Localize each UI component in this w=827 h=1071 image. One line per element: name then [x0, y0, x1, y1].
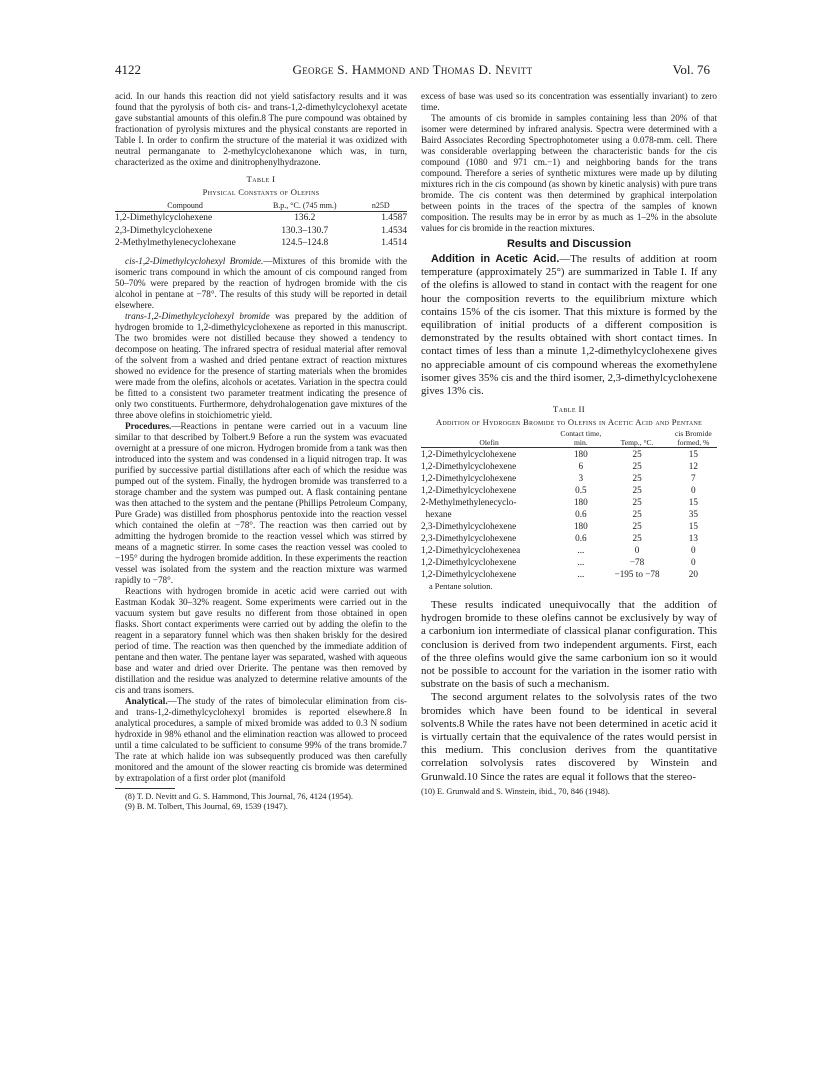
table-row — [421, 448, 717, 461]
table2-label: Table II — [552, 404, 586, 415]
table-cell: 2,3-Dimethylcyclohexene — [421, 533, 517, 544]
page-number: 4122 — [115, 62, 141, 77]
table-cell: 25 — [632, 497, 642, 508]
table-cell: 2-Methylmethylenecyclohexane — [115, 238, 236, 248]
table-cell: 25 — [632, 533, 642, 544]
table-cell: 15 — [688, 521, 698, 532]
table-row — [421, 520, 717, 532]
footnote-10: (10) E. Grunwald and S. Winstein, ibid., 70, 846 (1948). — [421, 786, 610, 796]
table-cell: 124.5–124.8 — [281, 238, 329, 248]
table2-title: Addition of Hydrogen Bromide to Olefins in Acetic Acid and Pentane — [435, 417, 703, 428]
table-cell: 0.5 — [575, 485, 587, 496]
table1-title: Physical Constants of Olefins — [202, 187, 320, 197]
addition-paragraph — [421, 253, 717, 398]
conclusion-paragraph-2: The second argument relates to the solvolysis rates of the two bromides which have been found to be identical in several solvents.8 While the rates have not been determined in acetic acid it is virtually certain that the equivalence of the rates would persist in this medium. This conclusion derives from the quantitative correlation solvolysis rates discovered by Winstein and Grunwald.10 Since the rates are equal it follows that the stereo- — [421, 691, 717, 783]
table-cell: 0 — [634, 545, 640, 556]
table-row — [421, 460, 717, 472]
cis-bromide-heading: cis-1,2-Dimethylcyclohexyl Bromide. — [125, 255, 264, 266]
table-row — [421, 484, 717, 496]
table-cell: 6 — [578, 461, 584, 472]
table2-header-olefin: Olefin — [421, 430, 557, 448]
table2 — [421, 430, 717, 580]
table2-header-cis: cis Bromide formed, % — [670, 430, 717, 448]
table1 — [115, 200, 407, 250]
footnote-9: (9) B. M. Tolbert, This Journal, 69, 1539 (1947). — [125, 802, 288, 811]
table-cell: 13 — [688, 533, 698, 544]
section-title: Results and Discussion — [506, 238, 632, 250]
table-cell: 2,3-Dimethylcyclohexene — [421, 521, 517, 532]
infrared-paragraph: The amounts of cis bromide in samples containing less than 20% of that isomer were determined by infrared analysis. Spectra were determined with a Baird Associates Recording Spectrophotometer using a 0.078-mm. cell. There was considerable overlapping between the characteristic bands for the cis compound (1080 and 971 cm.−1) and neighboring bands for the trans compound. Therefore a series of synthetic mixtures were made up by diluting mixtures rich in the cis compound (as shown by kinetic analysis) with pure trans bromide. The cis content was then determined by graphical interpolation between points in the traces of the spectra of the samples of known composition. The results may be in error by as much as 1–2% in the absolute values for cis bromide in the reaction mixtures. — [421, 113, 717, 233]
table-cell: −78 — [629, 557, 645, 568]
table-cell: 25 — [632, 485, 642, 496]
running-head: George S. Hammond and Thomas D. Nevitt — [292, 62, 533, 77]
table-cell: hexane — [421, 509, 452, 520]
table-row — [115, 212, 407, 225]
continuation-paragraph: excess of base was used so its concentration was essentially invariant) to zero time. — [421, 91, 717, 112]
table-cell: 1,2-Dimethylcyclohexene — [421, 461, 517, 472]
footnote-divider — [115, 788, 175, 789]
table-cell: 180 — [573, 521, 588, 532]
table-row — [115, 225, 407, 238]
conclusion-paragraph-1: These results indicated unequivocally that the addition of hydrogen bromide to these olefins cannot be exclusively by way of a carbonium ion intermediate of classical planar configuration. This conclusion is derived from two independent arguments. First, each of the three olefins would give the same carbonium ion so it would not be possible to account for the variation in the isomer ratio with substrate on the basis of such a mechanism. — [421, 598, 717, 691]
analytical-heading: Analytical. — [125, 695, 168, 706]
table2-header-time: Contact time, min. — [557, 430, 604, 448]
table-cell: 1,2-Dimethylcyclohexene — [421, 557, 517, 568]
table-cell: 25 — [632, 521, 642, 532]
table-cell: 20 — [688, 569, 698, 580]
table-cell: 130.3–130.7 — [281, 225, 329, 236]
table-row — [421, 556, 717, 568]
procedures-heading: Procedures. — [125, 420, 172, 431]
table-row — [115, 237, 407, 250]
cis-bromide-paragraph — [115, 256, 407, 311]
table-cell: 25 — [632, 461, 642, 472]
trans-bromide-heading: trans-1,2-Dimethylcyclohexyl bromide — [125, 310, 270, 321]
table-row — [421, 508, 717, 520]
table2-header-row — [421, 430, 717, 448]
left-column — [115, 91, 407, 813]
table-cell: 15 — [688, 497, 698, 508]
table1-label: Table I — [246, 174, 276, 184]
procedures-text: —Reactions in pentane were carried out in a vacuum line similar to that described by Tolbert.9 Before a run the system was evacuated overnight at a pressure of one micron. Hydrogen bromide from a tank was then introduced into the system and was condensed in a liquid nitrogen trap. It was purified by successive partial distillations after each of which the residue was pumped out of the system. Finally, the hydrogen bromide was transferred to a storage chamber and the system was pumped out. A flask containing pentane was then attached to the system and the pentane (Phillips Petroleum Company, Pure Grade) was distilled from phosphorus pentoxide into the reaction vessel which contained the olefin at −78°. The reaction was then carried out by admitting the hydrogen bromide to the reaction vessel which was stirred by means of a magnetic stirrer. In some cases the reaction vessel was cooled to −195° during the hydrogen bromide addition. In these experiments the reaction vessel was isolated from the system and the reaction mixture was warmed rapidly to −78°. — [115, 420, 407, 585]
table-cell: 2,3-Dimethylcyclohexene — [115, 225, 213, 236]
analytical-paragraph — [115, 696, 407, 784]
table2-header-temp: Temp., °C. — [605, 430, 670, 448]
procedures-paragraph — [115, 421, 407, 586]
table1-header-bp: B.p., °C. (745 mm.) — [255, 200, 354, 212]
table-cell: 1,2-Dimethylcyclohexene — [421, 485, 517, 496]
table-cell: 0.6 — [575, 509, 587, 520]
table-cell: 0 — [691, 545, 696, 556]
table-row — [421, 532, 717, 544]
table-cell: 15 — [688, 449, 698, 460]
table-cell: ... — [577, 569, 585, 580]
table2-footnote: a Pentane solution. — [429, 582, 493, 592]
volume-label: Vol. 76 — [672, 62, 710, 77]
table-cell: 25 — [632, 509, 642, 520]
addition-heading: Addition in Acetic Acid. — [431, 253, 560, 265]
trans-bromide-paragraph — [115, 311, 407, 421]
table-cell: 2-Methylmethylenecyclo- — [421, 497, 517, 508]
table-row — [421, 568, 717, 580]
table-cell: ... — [577, 557, 585, 568]
table-cell: 136.2 — [294, 213, 316, 223]
table-cell: 180 — [573, 497, 588, 508]
table-cell: 25 — [632, 473, 642, 484]
trans-bromide-text: was prepared by the addition of hydrogen bromide to 1,2-dimethylcyclohexene as reported in this manuscript. The two bromides were not distilled because they showed a tendency to decompose on heating. The infrared spectra of residual material after removal of the solvent from a washed and dried pentane extract of reaction mixtures showed no evidence for the presence of starting materials when the bromides were made from the olefins, alcohols or acetates. Variation in the spectra could be fitted to a consistent two parameter treatment indicating the presence of only two constituents. Furthermore, dehydrohalogenation gave mixtures of the three above olefins in stoichiometric yield. — [115, 310, 407, 420]
table-cell: 12 — [688, 461, 698, 472]
table-row — [421, 544, 717, 556]
table-cell: 7 — [691, 473, 696, 484]
table-cell: 1.4587 — [381, 213, 407, 223]
analytical-text: —The study of the rates of bimolecular elimination from cis- and trans-1,2-dimethylcyclohexyl bromides is reported elsewhere.8 In analytical procedures, a sample of mixed bromide was added to 0.3 N sodium hydroxide in 98% ethanol and the elimination reaction was allowed to proceed until a time calculated to be sufficient to consume 99% of the trans bromide.7 The rate at which halide ion was subsequently produced was then carefully monitored and the amount of the slower reacting cis bromide was determined by extrapolation of a first order plot (manifold — [115, 695, 407, 783]
table-cell: 180 — [573, 449, 588, 460]
table-cell: 1,2-Dimethylcyclohexene — [421, 569, 517, 580]
table-cell: ... — [577, 545, 585, 556]
right-column — [421, 91, 717, 797]
table-cell: 3 — [578, 473, 584, 484]
addition-text: —The results of addition at room temperature (approximately 25°) are summarized in Table I. If any of the olefins is allowed to stand in contact with the reagent for one hour the composition reverts to the equilibrium mixture which contains 15% of the cis isomer. That this mixture is formed by the equilibration of initial products of a different composition is demonstrated by the results obtained with short contact times. In contact times of less than a minute 1,2-dimethylcyclohexene gives no appreciable amount of cis compound whereas the exomethylene isomer gives 35% cis and the third isomer, 2,3-dimethylcyclohexene gives 13% cis. — [421, 253, 717, 398]
acetic-acid-paragraph: Reactions with hydrogen bromide in acetic acid were carried out with Eastman Kodak 30–32% reagent. Some experiments were carried out in the vacuum system but gave results no different from those obtained in open flasks. Short contact experiments were carried out by adding the olefin to the reagent in a separatory funnel which was then shaken briskly for the desired period of time. The reaction was then quenched by the immediate addition of pentane and then water. The pentane layer was separated, washed with aqueous base and water and dried over Drierite. The pentane was then removed by distillation and the residue was analyzed to determine relative amounts of the cis and trans isomers. — [115, 585, 407, 695]
footnote-8: (8) T. D. Nevitt and G. S. Hammond, This Journal, 76, 4124 (1954). — [125, 791, 353, 801]
table-cell: 0 — [691, 485, 696, 496]
table-cell: 1,2-Dimethylcyclohexene — [115, 213, 213, 223]
table-cell: 1.4534 — [381, 225, 407, 236]
table-cell: 1,2-Dimethylcyclohexenea — [421, 545, 521, 556]
table1-header-row — [115, 200, 407, 212]
table-cell: 1,2-Dimethylcyclohexene — [421, 449, 517, 460]
table-cell: 1.4514 — [381, 238, 407, 248]
table1-header-nd: n25D — [354, 200, 407, 212]
table-row — [421, 496, 717, 508]
table-cell: 1,2-Dimethylcyclohexene — [421, 473, 517, 484]
table-cell: 25 — [632, 449, 642, 460]
cis-bromide-text: —Mixtures of this bromide with the isomeric trans compound in which the amount of cis compound ranged from 50–70% were prepared by the reaction of hydrogen bromide with the cis alcohol in pentane at −78°. The results of this study will be reported in detail elsewhere. — [115, 255, 408, 310]
table-cell: 0 — [691, 557, 696, 568]
page-header — [115, 62, 710, 78]
table1-header-compound: Compound — [115, 200, 255, 212]
table-cell: 35 — [688, 509, 698, 520]
table-cell: −195 to −78 — [614, 569, 660, 580]
intro-paragraph: acid. In our hands this reaction did not yield satisfactory results and it was found that the pyrolysis of both cis- and trans-1,2-dimethylcyclohexyl acetate gave substantial amounts of this olefin.8 The pure compound was obtained by fractionation of pyrolysis mixtures and the physical constants are reported in Table I. In order to confirm the structure of the material it was oxidized with neutral permanganate to 2-methylcyclohexanone which was, in turn, characterized as the oxime and dinitrophenylhydrazone. — [115, 91, 407, 167]
table-cell: 0.6 — [575, 533, 587, 544]
table-row — [421, 472, 717, 484]
